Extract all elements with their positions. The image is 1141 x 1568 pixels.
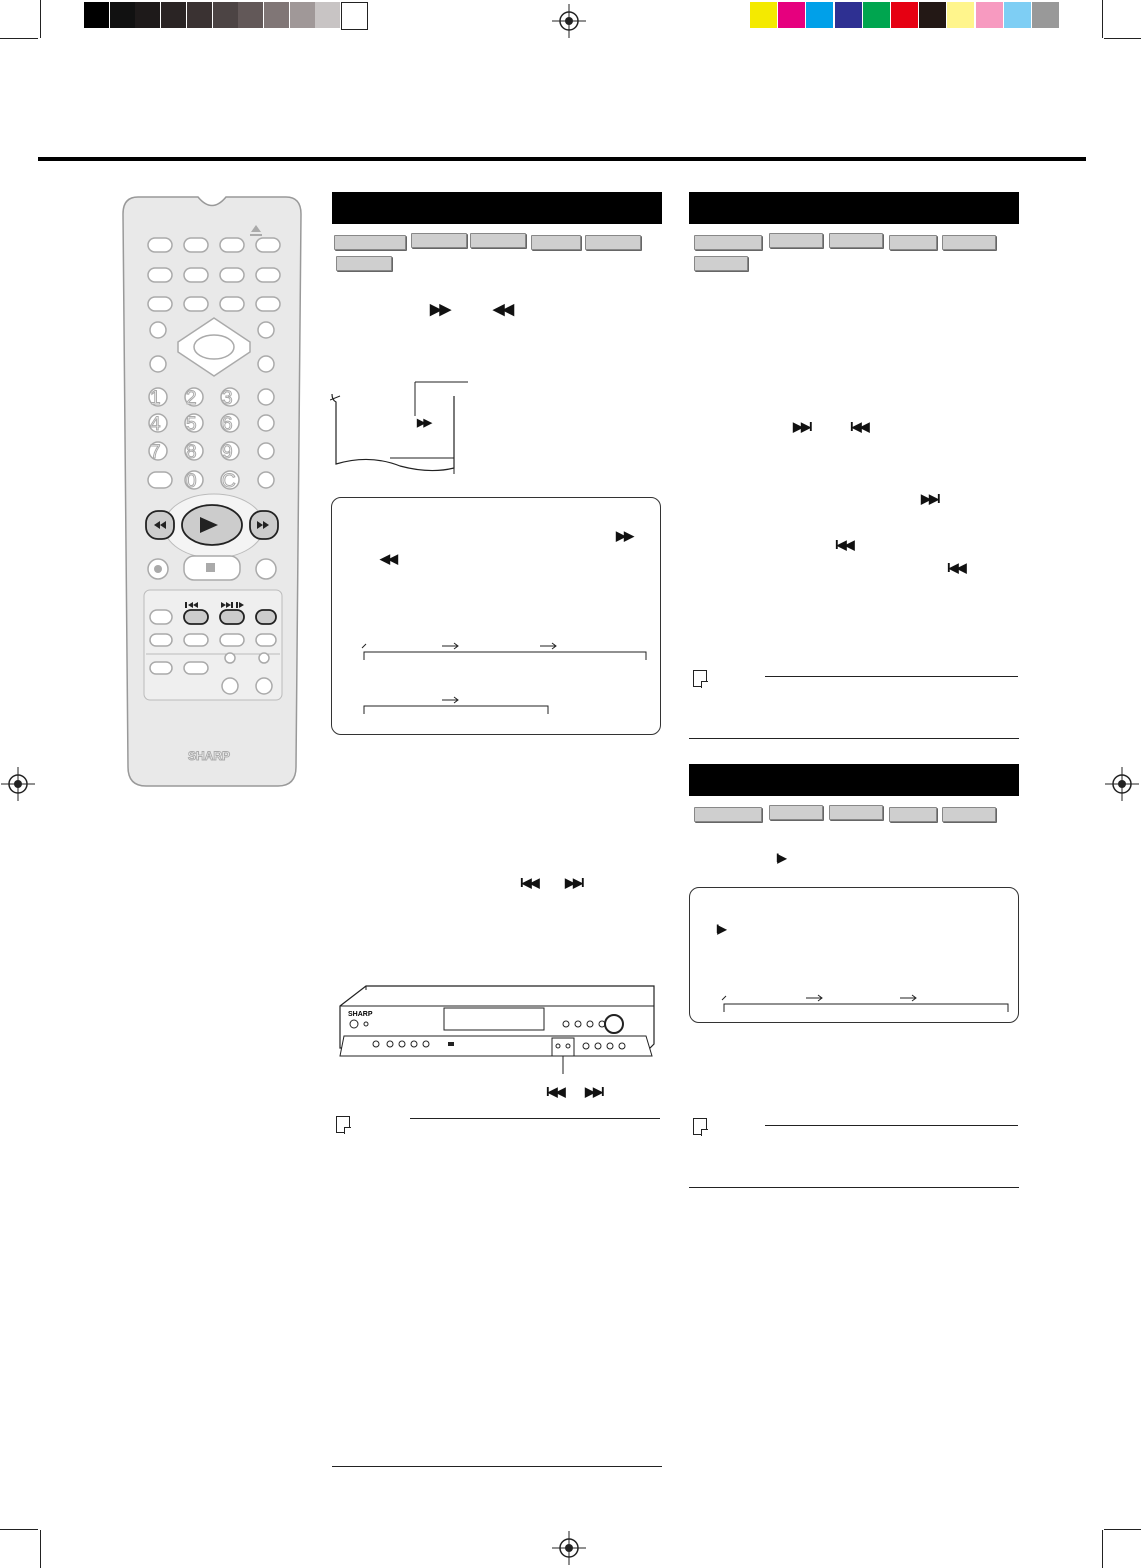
svg-text:9: 9: [222, 442, 233, 463]
gray-swatch: [315, 2, 340, 28]
crop-mark: [1104, 38, 1141, 39]
remote-brand-logo: SHARP: [188, 749, 231, 763]
skip-prev-icon: I◀◀: [850, 419, 868, 434]
box-slow-play-icon: I▶: [716, 922, 725, 936]
recorder-prev-button-label: I◀◀: [546, 1084, 564, 1099]
section-header-skip: [689, 192, 1019, 224]
color-swatch: [1004, 2, 1031, 28]
svg-text:C: C: [222, 471, 236, 492]
color-swatch: [835, 2, 862, 28]
crop-mark: [1104, 1529, 1141, 1530]
section-header-fast-playback: [332, 192, 662, 224]
svg-text:3: 3: [222, 388, 233, 409]
recorder-front-panel-illustration: [336, 984, 658, 1074]
crop-mark: [40, 0, 41, 38]
disc-tag: [336, 256, 392, 271]
note-icon: [693, 670, 707, 687]
registration-mark-icon: [552, 4, 586, 38]
disc-tag: [470, 233, 526, 248]
disc-tag: [769, 233, 823, 248]
box-fast-forward-icon: ▶▶: [616, 528, 632, 543]
svg-text:7: 7: [150, 442, 161, 463]
chapter-prev-icon: I◀◀: [520, 875, 538, 890]
slow-play-icon: I▶: [776, 851, 785, 865]
disc-tag: [829, 233, 883, 248]
gray-swatch: [264, 2, 289, 28]
disc-tag: [694, 235, 762, 250]
gray-swatch: [84, 2, 109, 28]
gray-swatch: [213, 2, 238, 28]
crop-mark: [1102, 1530, 1103, 1568]
crop-mark: [0, 38, 38, 39]
section-end-rule: [332, 1466, 662, 1467]
disc-tag: [769, 805, 823, 820]
crop-mark: [1102, 0, 1103, 38]
color-swatch: [806, 2, 833, 28]
speed-cycle-diagram: [358, 638, 650, 718]
svg-text:6: 6: [222, 414, 233, 435]
svg-text:SHARP: SHARP: [348, 1011, 373, 1018]
skip-next-icon: ▶▶I: [921, 491, 939, 506]
slow-speed-cycle-diagram: [718, 994, 1012, 1016]
color-swatch: [863, 2, 890, 28]
disc-tag: [694, 807, 762, 822]
gray-swatch: [290, 2, 315, 28]
box-fast-reverse-icon: ◀◀: [380, 551, 396, 566]
svg-text:1: 1: [150, 388, 161, 409]
svg-text:2: 2: [186, 388, 197, 409]
registration-mark-icon: [1105, 767, 1139, 801]
color-swatch: [919, 2, 946, 28]
color-swatch: [947, 2, 974, 28]
section-header-slow: [689, 764, 1019, 796]
section-end-rule: [689, 738, 1019, 739]
note-icon: [693, 1118, 707, 1135]
svg-text:4: 4: [150, 414, 161, 435]
skip-next-icon: ▶▶I: [793, 419, 811, 434]
disc-tag: [889, 235, 937, 250]
note-rule: [765, 676, 1018, 677]
page-top-rule: [38, 157, 1086, 161]
crop-mark: [0, 1529, 38, 1530]
gray-swatch: [238, 2, 263, 28]
disc-tag: [942, 235, 996, 250]
disc-tag: [411, 233, 467, 248]
svg-text:8: 8: [186, 442, 197, 463]
color-swatch: [1032, 2, 1059, 28]
recorder-next-button-label: ▶▶I: [585, 1084, 603, 1099]
fast-reverse-icon: ◀◀: [493, 301, 513, 318]
gray-swatch: [161, 2, 186, 28]
disc-tag: [585, 235, 641, 250]
disc-tag: [829, 805, 883, 820]
fast-forward-icon: ▶▶: [430, 301, 450, 318]
screen-callout: [330, 378, 470, 474]
color-swatch: [778, 2, 805, 28]
remote-control-illustration: [118, 192, 306, 792]
disc-tag: [334, 235, 406, 250]
disc-tag: [942, 807, 996, 822]
disc-tag: [531, 235, 581, 250]
skip-prev-icon: I◀◀: [947, 560, 965, 575]
svg-text:0: 0: [186, 471, 197, 492]
crop-mark: [40, 1530, 41, 1568]
section-end-rule: [689, 1187, 1019, 1188]
screen-fast-forward-icon: ▶▶: [417, 417, 430, 429]
disc-tag: [889, 807, 937, 822]
color-swatch: [750, 2, 777, 28]
registration-mark-icon: [1, 767, 35, 801]
note-rule: [765, 1125, 1018, 1126]
gray-swatch: [187, 2, 212, 28]
svg-text:5: 5: [186, 414, 197, 435]
color-swatch: [891, 2, 918, 28]
gray-swatch: [341, 2, 368, 30]
chapter-next-icon: ▶▶I: [565, 875, 583, 890]
color-swatch: [976, 2, 1003, 28]
gray-swatch: [135, 2, 160, 28]
gray-swatch: [110, 2, 135, 28]
note-rule: [410, 1118, 660, 1119]
note-icon: [336, 1116, 350, 1133]
disc-tag: [694, 256, 748, 271]
skip-prev-icon: I◀◀: [835, 537, 853, 552]
registration-mark-icon: [552, 1531, 586, 1565]
